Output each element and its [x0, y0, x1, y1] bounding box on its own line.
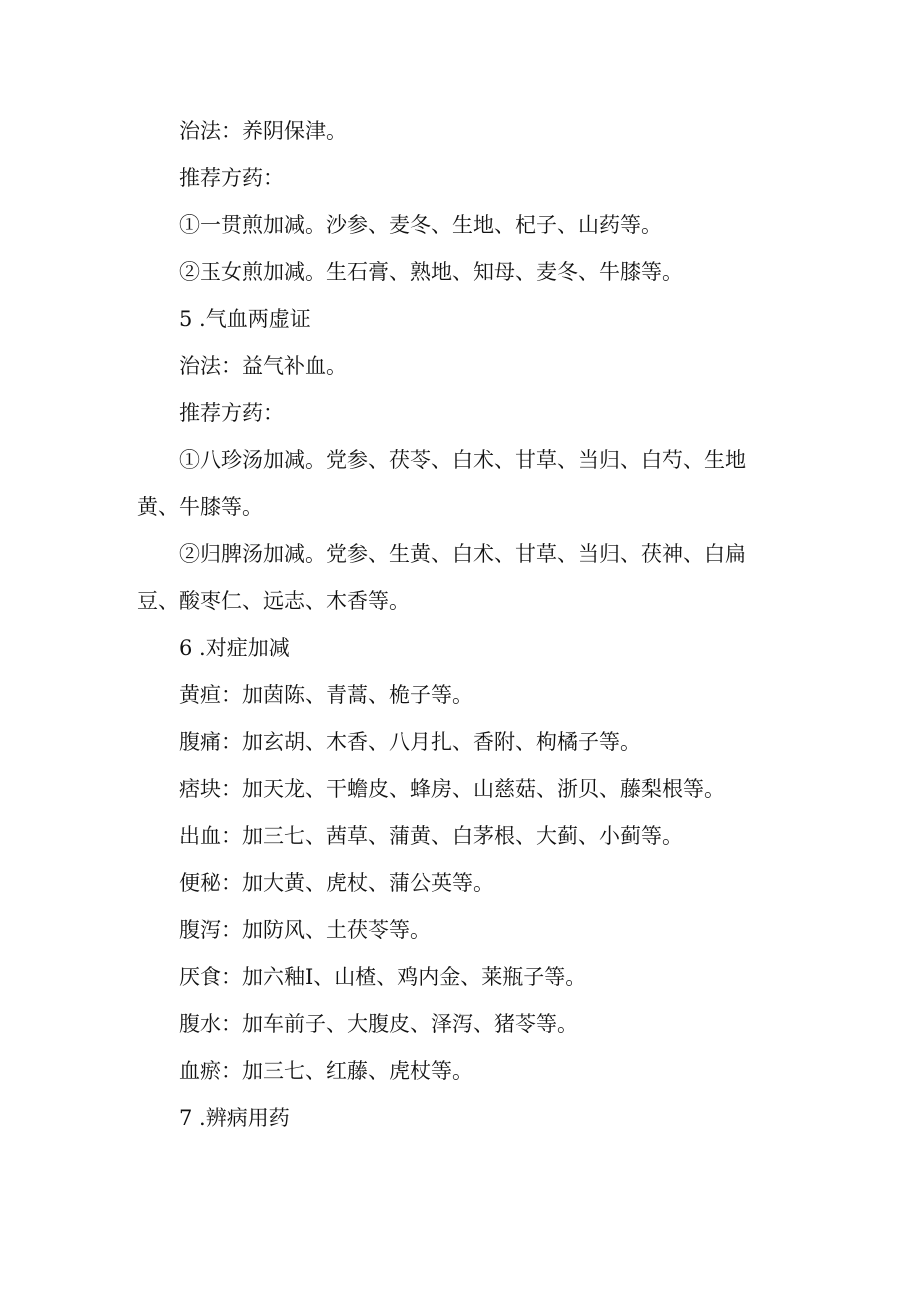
paragraph-mass: 痞块：加天龙、干蟾皮、蜂房、山慈菇、浙贝、藤梨根等。 [179, 777, 725, 801]
document-body [137, 108, 787, 1142]
section-heading-disease-specific-medication: 7 .辨病用药 [179, 1106, 290, 1130]
paragraph-recommended-formula-heading-2: 推荐方药： [179, 401, 284, 425]
paragraph-abdominal-pain: 腹痛：加玄胡、木香、八月扎、香附、枸橘子等。 [179, 730, 641, 754]
paragraph-ascites: 腹水：加车前子、大腹皮、泽泻、猪苓等。 [179, 1012, 578, 1036]
paragraph-formula-guipitang: ②归脾汤加减。党参、生黄、白术、甘草、当归、茯神、白扁豆、酸枣仁、远志、木香等。 [137, 542, 746, 613]
paragraph-treatment-qi-blood: 治法：益气补血。 [179, 354, 347, 378]
paragraph-diarrhea: 腹泻：加防风、土茯苓等。 [179, 918, 431, 942]
paragraph-treatment-yin: 治法：养阴保津。 [179, 119, 347, 143]
paragraph-constipation: 便秘：加大黄、虎杖、蒲公英等。 [179, 871, 494, 895]
paragraph-jaundice: 黄疸：加茵陈、青蒿、桅子等。 [179, 683, 473, 707]
paragraph-formula-bazhentang: ①八珍汤加减。党参、茯苓、白术、甘草、当归、白芍、生地黄、牛膝等。 [137, 448, 746, 519]
paragraph-recommended-formula-heading: 推荐方药： [179, 166, 284, 190]
paragraph-bleeding: 出血：加三七、茜草、蒲黄、白茅根、大蓟、小蓟等。 [179, 824, 683, 848]
section-heading-qi-blood-deficiency: 5 .气血两虚证 [179, 307, 311, 331]
paragraph-blood-stasis: 血瘀：加三七、红藤、虎杖等。 [179, 1059, 473, 1083]
paragraph-anorexia: 厌食：加六釉I、山楂、鸡内金、莱瓶子等。 [179, 965, 587, 989]
section-heading-symptom-modifications: 6 .对症加减 [179, 636, 290, 660]
paragraph-formula-yunvjian: ②玉女煎加减。生石膏、熟地、知母、麦冬、牛膝等。 [179, 260, 683, 284]
paragraph-formula-yiguanjian: ①一贯煎加减。沙参、麦冬、生地、杞子、山药等。 [179, 213, 662, 237]
